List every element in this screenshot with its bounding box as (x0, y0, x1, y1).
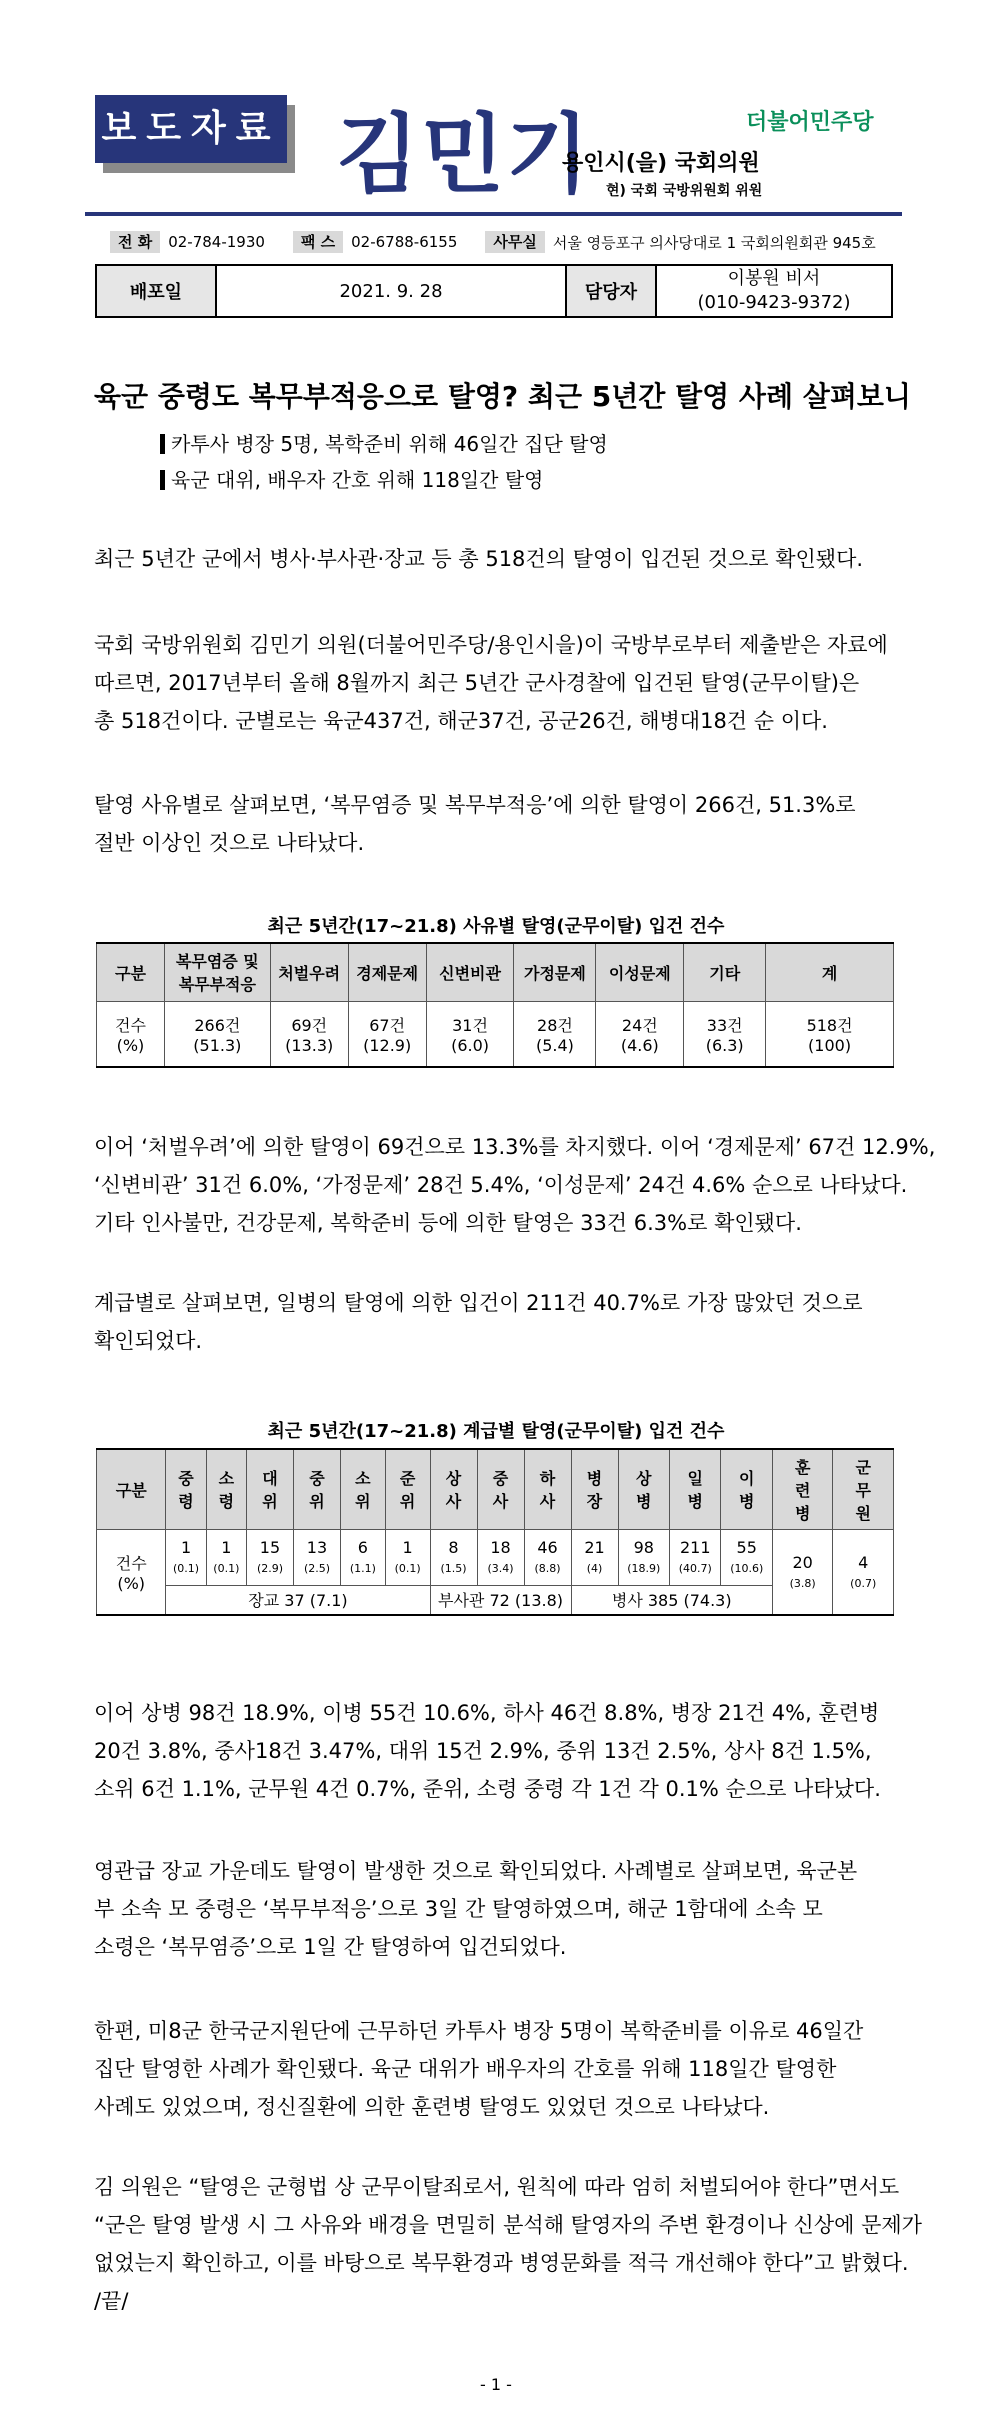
table2-header: 소 령 (206, 1449, 246, 1529)
paragraph-8 (94, 2012, 898, 2126)
table1-corner: 구분 (97, 943, 165, 1001)
table2-header: 대 위 (246, 1449, 293, 1529)
subhead-2 (160, 464, 543, 493)
table1-cell: 28건 (5.4) (514, 1001, 596, 1067)
table2-cell: 55 (10.6) (721, 1529, 772, 1585)
paragraph-2 (94, 626, 898, 740)
paragraph-4 (94, 1128, 936, 1242)
text-line: 따르면, 2017년부터 올해 8월까지 최근 5년간 군사경찰에 입건된 탈영(군무이탈)은 (94, 671, 860, 695)
text-line: 이어 ‘처벌우려’에 의한 탈영이 69건으로 13.3%를 차지했다. 이어 ‘경제문제’ 67건 12.9%, (94, 1135, 936, 1159)
table2-header: 병 장 (571, 1449, 618, 1529)
subhead-1-text: 카투사 병장 5명, 복학준비 위해 46일간 집단 탈영 (171, 432, 608, 456)
office-address: 서울 영등포구 의사당대로 1 국회의원회관 945호 (552, 233, 876, 252)
table1-header: 경제문제 (348, 943, 426, 1001)
fax-label: 팩 스 (293, 231, 343, 253)
text-line: 탈영 사유별로 살펴보면, ‘복무염증 및 복무부적응’에 의한 탈영이 266건, 51.3%로 (94, 793, 856, 817)
phone-label: 전 화 (110, 231, 160, 253)
paragraph-9 (94, 2168, 922, 2320)
text-line: “군은 탈영 발생 시 그 사유와 배경을 면밀히 분석해 탈영자의 주변 환경이나 신상에 문제가 (94, 2213, 922, 2237)
table2-row-label: 건수 (%) (97, 1529, 166, 1615)
table1-cell: 69건 (13.3) (270, 1001, 348, 1067)
text-line: 절반 이상인 것으로 나타났다. (94, 831, 365, 855)
text-line: 기타 인사불만, 건강문제, 복학준비 등에 의한 탈영은 33건 6.3%로 확인됐다. (94, 1211, 802, 1235)
table2-cell: 4 (0.7) (833, 1529, 894, 1615)
text-line: 20건 3.8%, 중사18건 3.47%, 대위 15건 2.9%, 중위 13건 2.5%, 상사 8건 1.5%, (94, 1739, 872, 1763)
table1-cell: 518건 (100) (766, 1001, 894, 1067)
table1-header: 기타 (684, 943, 766, 1001)
paragraph-6 (94, 1694, 898, 1808)
table2-cell: 1 (0.1) (206, 1529, 246, 1585)
table2-cell: 18 (3.4) (477, 1529, 524, 1585)
table2-group-enlisted: 병사 385 (74.3) (571, 1585, 772, 1615)
table2-caption: 최근 5년간(17~21.8) 계급별 탈영(군무이탈) 입건 건수 (267, 1421, 725, 1442)
text-line: 이어 상병 98건 18.9%, 이병 55건 10.6%, 하사 46건 8.8%, 병장 21건 4%, 훈련병 (94, 1701, 880, 1725)
text-line: 국회 국방위원회 김민기 의원(더불어민주당/용인시을)이 국방부로부터 제출받은 자료에 (94, 633, 888, 657)
table1-header: 복무염증 및 복무부적응 (164, 943, 270, 1001)
fax-number: 02-6788-6155 (351, 233, 458, 251)
contact-person-label: 담당자 (567, 266, 657, 316)
table2-header: 준 위 (385, 1449, 430, 1529)
table2-cell: 8 (1.5) (430, 1529, 477, 1585)
text-line: 없었는지 확인하고, 이를 바탕으로 복무환경과 병영문화를 적극 개선해야 한다”고 밝혔다. (94, 2251, 909, 2275)
page-number: - 1 - (480, 2375, 512, 2394)
table1-cell: 67건 (12.9) (348, 1001, 426, 1067)
table1-cell: 266건 (51.3) (164, 1001, 270, 1067)
table2-header: 상 병 (618, 1449, 669, 1529)
table2-group-ncos: 부사관 72 (13.8) (430, 1585, 571, 1615)
table2-header: 훈 련 병 (772, 1449, 832, 1529)
contact-bar (110, 231, 904, 253)
header-divider (85, 212, 902, 216)
press-release-label: 보도자료 (95, 95, 287, 163)
table1-caption: 최근 5년간(17~21.8) 사유별 탈영(군무이탈) 입건 건수 (267, 916, 725, 937)
subhead-1 (160, 428, 608, 457)
phone-number: 02-784-1930 (168, 233, 265, 251)
table2-corner: 구분 (97, 1449, 166, 1529)
press-release-badge (95, 95, 295, 173)
text-line: 부 소속 모 중령은 ‘복무부적응’으로 3일 간 탈영하였으며, 해군 1함대에 소속 모 (94, 1897, 823, 1921)
subhead-2-text: 육군 대위, 배우자 간호 위해 118일간 탈영 (171, 468, 544, 492)
paragraph-3 (94, 786, 898, 862)
table2-header: 군 무 원 (833, 1449, 894, 1529)
member-title: 용인시(을) 국회의원 (562, 151, 760, 176)
table1-cell: 33건 (6.3) (684, 1001, 766, 1067)
table1-header: 가정문제 (514, 943, 596, 1001)
table2-header: 일 병 (670, 1449, 721, 1529)
text-line: 김 의원은 “탈영은 군형법 상 군무이탈죄로서, 원칙에 따라 엄히 처벌되어야 한다”면서도 (94, 2175, 900, 2199)
table2-header: 소 위 (340, 1449, 385, 1529)
paragraph-7 (94, 1852, 898, 1966)
text-line: 영관급 장교 가운데도 탈영이 발생한 것으로 확인되었다. 사례별로 살펴보면, 육군본 (94, 1859, 858, 1883)
distribution-info-table (95, 264, 893, 318)
table2-cell: 15 (2.9) (246, 1529, 293, 1585)
table2-header: 상 사 (430, 1449, 477, 1529)
table1-cell: 31건 (6.0) (426, 1001, 514, 1067)
table2-header: 이 병 (721, 1449, 772, 1529)
text-line: 집단 탈영한 사례가 확인됐다. 육군 대위가 배우자의 간호를 위해 118일간 탈영한 (94, 2057, 837, 2081)
party-logo: 더불어민주당 (746, 110, 874, 135)
release-date-label: 배포일 (97, 266, 217, 316)
member-role: 현) 국회 국방위원회 위원 (606, 183, 763, 199)
headline: 육군 중령도 복무부적응으로 탈영? 최근 5년간 탈영 사례 살펴보니 (94, 380, 911, 413)
table2-cell: 98 (18.9) (618, 1529, 669, 1585)
text-line: 사례도 있었으며, 정신질환에 의한 훈련병 탈영도 있었던 것으로 나타났다. (94, 2095, 770, 2119)
text-line: 계급별로 살펴보면, 일병의 탈영에 의한 입건이 211건 40.7%로 가장 많았던 것으로 (94, 1291, 863, 1315)
office-label: 사무실 (485, 231, 544, 253)
text-line: 최근 5년간 군에서 병사·부사관·장교 등 총 518건의 탈영이 입건된 것으로 확인됐다. (94, 547, 864, 571)
reason-table (96, 942, 894, 1068)
text-line: ‘신변비관’ 31건 6.0%, ‘가정문제’ 28건 5.4%, ‘이성문제’ 24건 4.6% 순으로 나타났다. (94, 1173, 908, 1197)
table2-cell: 46 (8.8) (524, 1529, 571, 1585)
table2-cell: 1 (0.1) (166, 1529, 206, 1585)
text-line: 소위 6건 1.1%, 군무원 4건 0.7%, 준위, 소령 중령 각 1건 각 0.1% 순으로 나타났다. (94, 1777, 881, 1801)
table2-cell: 6 (1.1) (340, 1529, 385, 1585)
paragraph-1 (94, 540, 898, 578)
text-line: 소령은 ‘복무염증’으로 1일 간 탈영하여 입건되었다. (94, 1935, 567, 1959)
lawmaker-name-logo: 김민기 (336, 105, 592, 205)
table2-cell: 21 (4) (571, 1529, 618, 1585)
table1-header: 신변비관 (426, 943, 514, 1001)
table2-header: 중 위 (293, 1449, 340, 1529)
end-mark: /끝/ (94, 2289, 129, 2313)
contact-person-phone: (010-9423-9372) (697, 292, 851, 313)
table1-row-label: 건수 (%) (97, 1001, 165, 1067)
release-date: 2021. 9. 28 (217, 266, 567, 316)
contact-person-name: 이봉원 비서 (727, 268, 821, 289)
table1-cell: 24건 (4.6) (596, 1001, 684, 1067)
table2-cell: 211 (40.7) (670, 1529, 721, 1585)
rank-table (96, 1448, 894, 1616)
table2-header: 하 사 (524, 1449, 571, 1529)
table2-cell: 1 (0.1) (385, 1529, 430, 1585)
text-line: 확인되었다. (94, 1329, 203, 1353)
table1-header: 이성문제 (596, 943, 684, 1001)
table2-header: 중 령 (166, 1449, 206, 1529)
text-line: 한편, 미8군 한국군지원단에 근무하던 카투사 병장 5명이 복학준비를 이유로 46일간 (94, 2019, 864, 2043)
table1-header: 계 (766, 943, 894, 1001)
table2-header: 중 사 (477, 1449, 524, 1529)
text-line: 총 518건이다. 군별로는 육군437건, 해군37건, 공군26건, 해병대18건 순 이다. (94, 709, 828, 733)
table1-header: 처벌우려 (270, 943, 348, 1001)
contact-person (657, 266, 891, 316)
table2-cell: 20 (3.8) (772, 1529, 832, 1615)
table2-group-officers: 장교 37 (7.1) (166, 1585, 430, 1615)
paragraph-5 (94, 1284, 898, 1360)
table2-cell: 13 (2.5) (293, 1529, 340, 1585)
